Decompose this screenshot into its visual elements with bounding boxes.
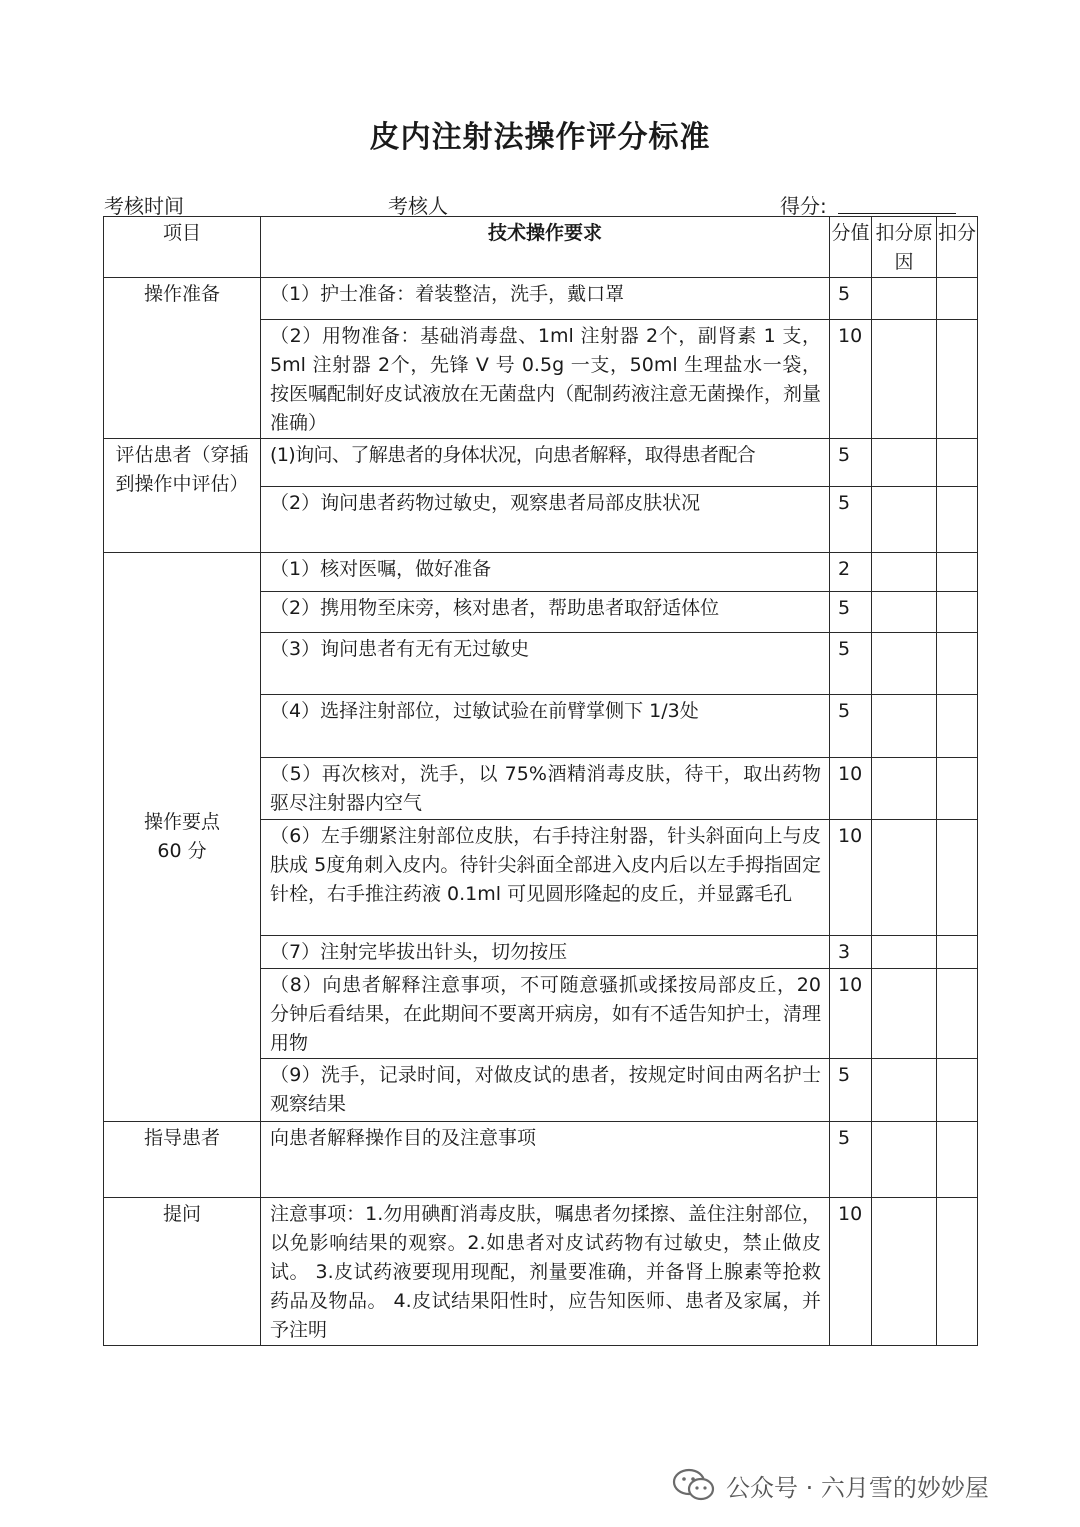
reason-cell[interactable] [872, 969, 937, 1059]
deduct-cell[interactable] [937, 278, 978, 320]
reason-cell[interactable] [872, 758, 937, 820]
requirement-cell: 注意事项：1.勿用碘酊消毒皮肤，嘱患者勿揉擦、盖住注射部位，以免影响结果的观察。2.如患者对皮试药物有过敏史，禁止做皮试。 3.皮试药液要现用现配，剂量要准确，并备肾上腺素等抢救药品及物品。 4.皮试结果阳性时，应告知医师、患者及家属，并予注明 [261, 1198, 830, 1346]
score-blank-line [838, 213, 956, 214]
item-cell: 操作准备 [104, 278, 261, 439]
requirement-cell: （1）护士准备：着装整洁，洗手，戴口罩 [261, 278, 830, 320]
value-cell: 5 [830, 439, 872, 487]
deduct-cell[interactable] [937, 1122, 978, 1198]
table-header-row [104, 217, 978, 278]
requirement-cell: 向患者解释操作目的及注意事项 [261, 1122, 830, 1198]
reason-cell[interactable] [872, 633, 937, 695]
reason-cell[interactable] [872, 820, 937, 936]
scoring-table [103, 216, 978, 1346]
reason-cell[interactable] [872, 439, 937, 487]
deduct-cell[interactable] [937, 1198, 978, 1346]
value-cell: 5 [830, 278, 872, 320]
requirement-cell: （2）携用物至床旁，核对患者，帮助患者取舒适体位 [261, 592, 830, 633]
reason-cell[interactable] [872, 1122, 937, 1198]
item-cell [104, 553, 261, 1122]
requirement-cell: （4）选择注射部位，过敏试验在前臂掌侧下 1/3处 [261, 695, 830, 758]
deduct-cell[interactable] [937, 1059, 978, 1122]
page-title: 皮内注射法操作评分标准 [369, 120, 711, 155]
requirement-cell: （6）左手绷紧注射部位皮肤，右手持注射器，针头斜面向上与皮肤成 5度角刺入皮内。待针尖斜面全部进入皮内后以左手拇指固定针栓，右手推注药液 0.1ml 可见圆形隆起的皮丘，并显露毛孔 [261, 820, 830, 936]
deduct-cell[interactable] [937, 695, 978, 758]
score-label: 得分: [780, 194, 827, 218]
deduct-cell[interactable] [937, 320, 978, 439]
item-points: 60 分 [157, 840, 207, 862]
value-cell: 5 [830, 592, 872, 633]
wechat-icon [672, 1468, 716, 1502]
deduct-cell[interactable] [937, 439, 978, 487]
table-row [104, 1198, 978, 1346]
item-cell: 评估患者（穿插到操作中评估） [104, 439, 261, 553]
value-cell: 5 [830, 695, 872, 758]
reason-cell[interactable] [872, 936, 937, 969]
header-reason: 扣分原因 [872, 217, 937, 278]
value-cell: 3 [830, 936, 872, 969]
deduct-cell[interactable] [937, 633, 978, 695]
table-row [104, 439, 978, 487]
requirement-cell: （8）向患者解释注意事项，不可随意骚抓或揉按局部皮丘，20 分钟后看结果，在此期间不要离开病房，如有不适告知护士，清理用物 [261, 969, 830, 1059]
value-cell: 5 [830, 1122, 872, 1198]
requirement-cell: （9）洗手，记录时间，对做皮试的患者，按规定时间由两名护士观察结果 [261, 1059, 830, 1122]
deduct-cell[interactable] [937, 553, 978, 592]
watermark-text: 公众号 · 六月雪的妙妙屋 [726, 1473, 989, 1502]
item-cell: 提问 [104, 1198, 261, 1346]
table-row [104, 553, 978, 592]
reason-cell[interactable] [872, 1198, 937, 1346]
requirement-cell: （3）询问患者有无有无过敏史 [261, 633, 830, 695]
header-value: 分值 [830, 217, 872, 278]
value-cell: 10 [830, 320, 872, 439]
exam-time-label: 考核时间 [104, 194, 184, 218]
reason-cell[interactable] [872, 320, 937, 439]
header-item: 项目 [104, 217, 261, 278]
value-cell: 2 [830, 553, 872, 592]
reason-cell[interactable] [872, 592, 937, 633]
header-requirement: 技术操作要求 [261, 217, 830, 278]
deduct-cell[interactable] [937, 758, 978, 820]
value-cell: 10 [830, 1198, 872, 1346]
watermark [672, 1465, 989, 1505]
deduct-cell[interactable] [937, 936, 978, 969]
requirement-cell: （7）注射完毕拔出针头，切勿按压 [261, 936, 830, 969]
reason-cell[interactable] [872, 695, 937, 758]
table-row [104, 278, 978, 320]
value-cell: 10 [830, 820, 872, 936]
requirement-cell: （5）再次核对，洗手，以 75%酒精消毒皮肤，待干，取出药物驱尽注射器内空气 [261, 758, 830, 820]
requirement-cell: （2）用物准备：基础消毒盘、1ml 注射器 2个，副肾素 1 支，5ml 注射器 2个，先锋 V 号 0.5g 一支，50ml 生理盐水一袋，按医嘱配制好皮试液放在无菌盘内（配制药液注意无菌操作，剂量准确） [261, 320, 830, 439]
value-cell: 5 [830, 487, 872, 553]
reason-cell[interactable] [872, 1059, 937, 1122]
reason-cell[interactable] [872, 553, 937, 592]
value-cell: 5 [830, 1059, 872, 1122]
value-cell: 10 [830, 969, 872, 1059]
value-cell: 5 [830, 633, 872, 695]
header-deduct: 扣分 [937, 217, 978, 278]
requirement-cell: （1）核对医嘱，做好准备 [261, 553, 830, 592]
examiner-label: 考核人 [388, 194, 448, 218]
table-row [104, 1122, 978, 1198]
deduct-cell[interactable] [937, 487, 978, 553]
reason-cell[interactable] [872, 487, 937, 553]
requirement-cell: （2）询问患者药物过敏史，观察患者局部皮肤状况 [261, 487, 830, 553]
value-cell: 10 [830, 758, 872, 820]
item-label: 操作要点 [143, 811, 220, 833]
deduct-cell[interactable] [937, 592, 978, 633]
deduct-cell[interactable] [937, 969, 978, 1059]
deduct-cell[interactable] [937, 820, 978, 936]
item-cell: 指导患者 [104, 1122, 261, 1198]
reason-cell[interactable] [872, 278, 937, 320]
requirement-cell: (1)询问、了解患者的身体状况，向患者解释，取得患者配合 [261, 439, 830, 487]
